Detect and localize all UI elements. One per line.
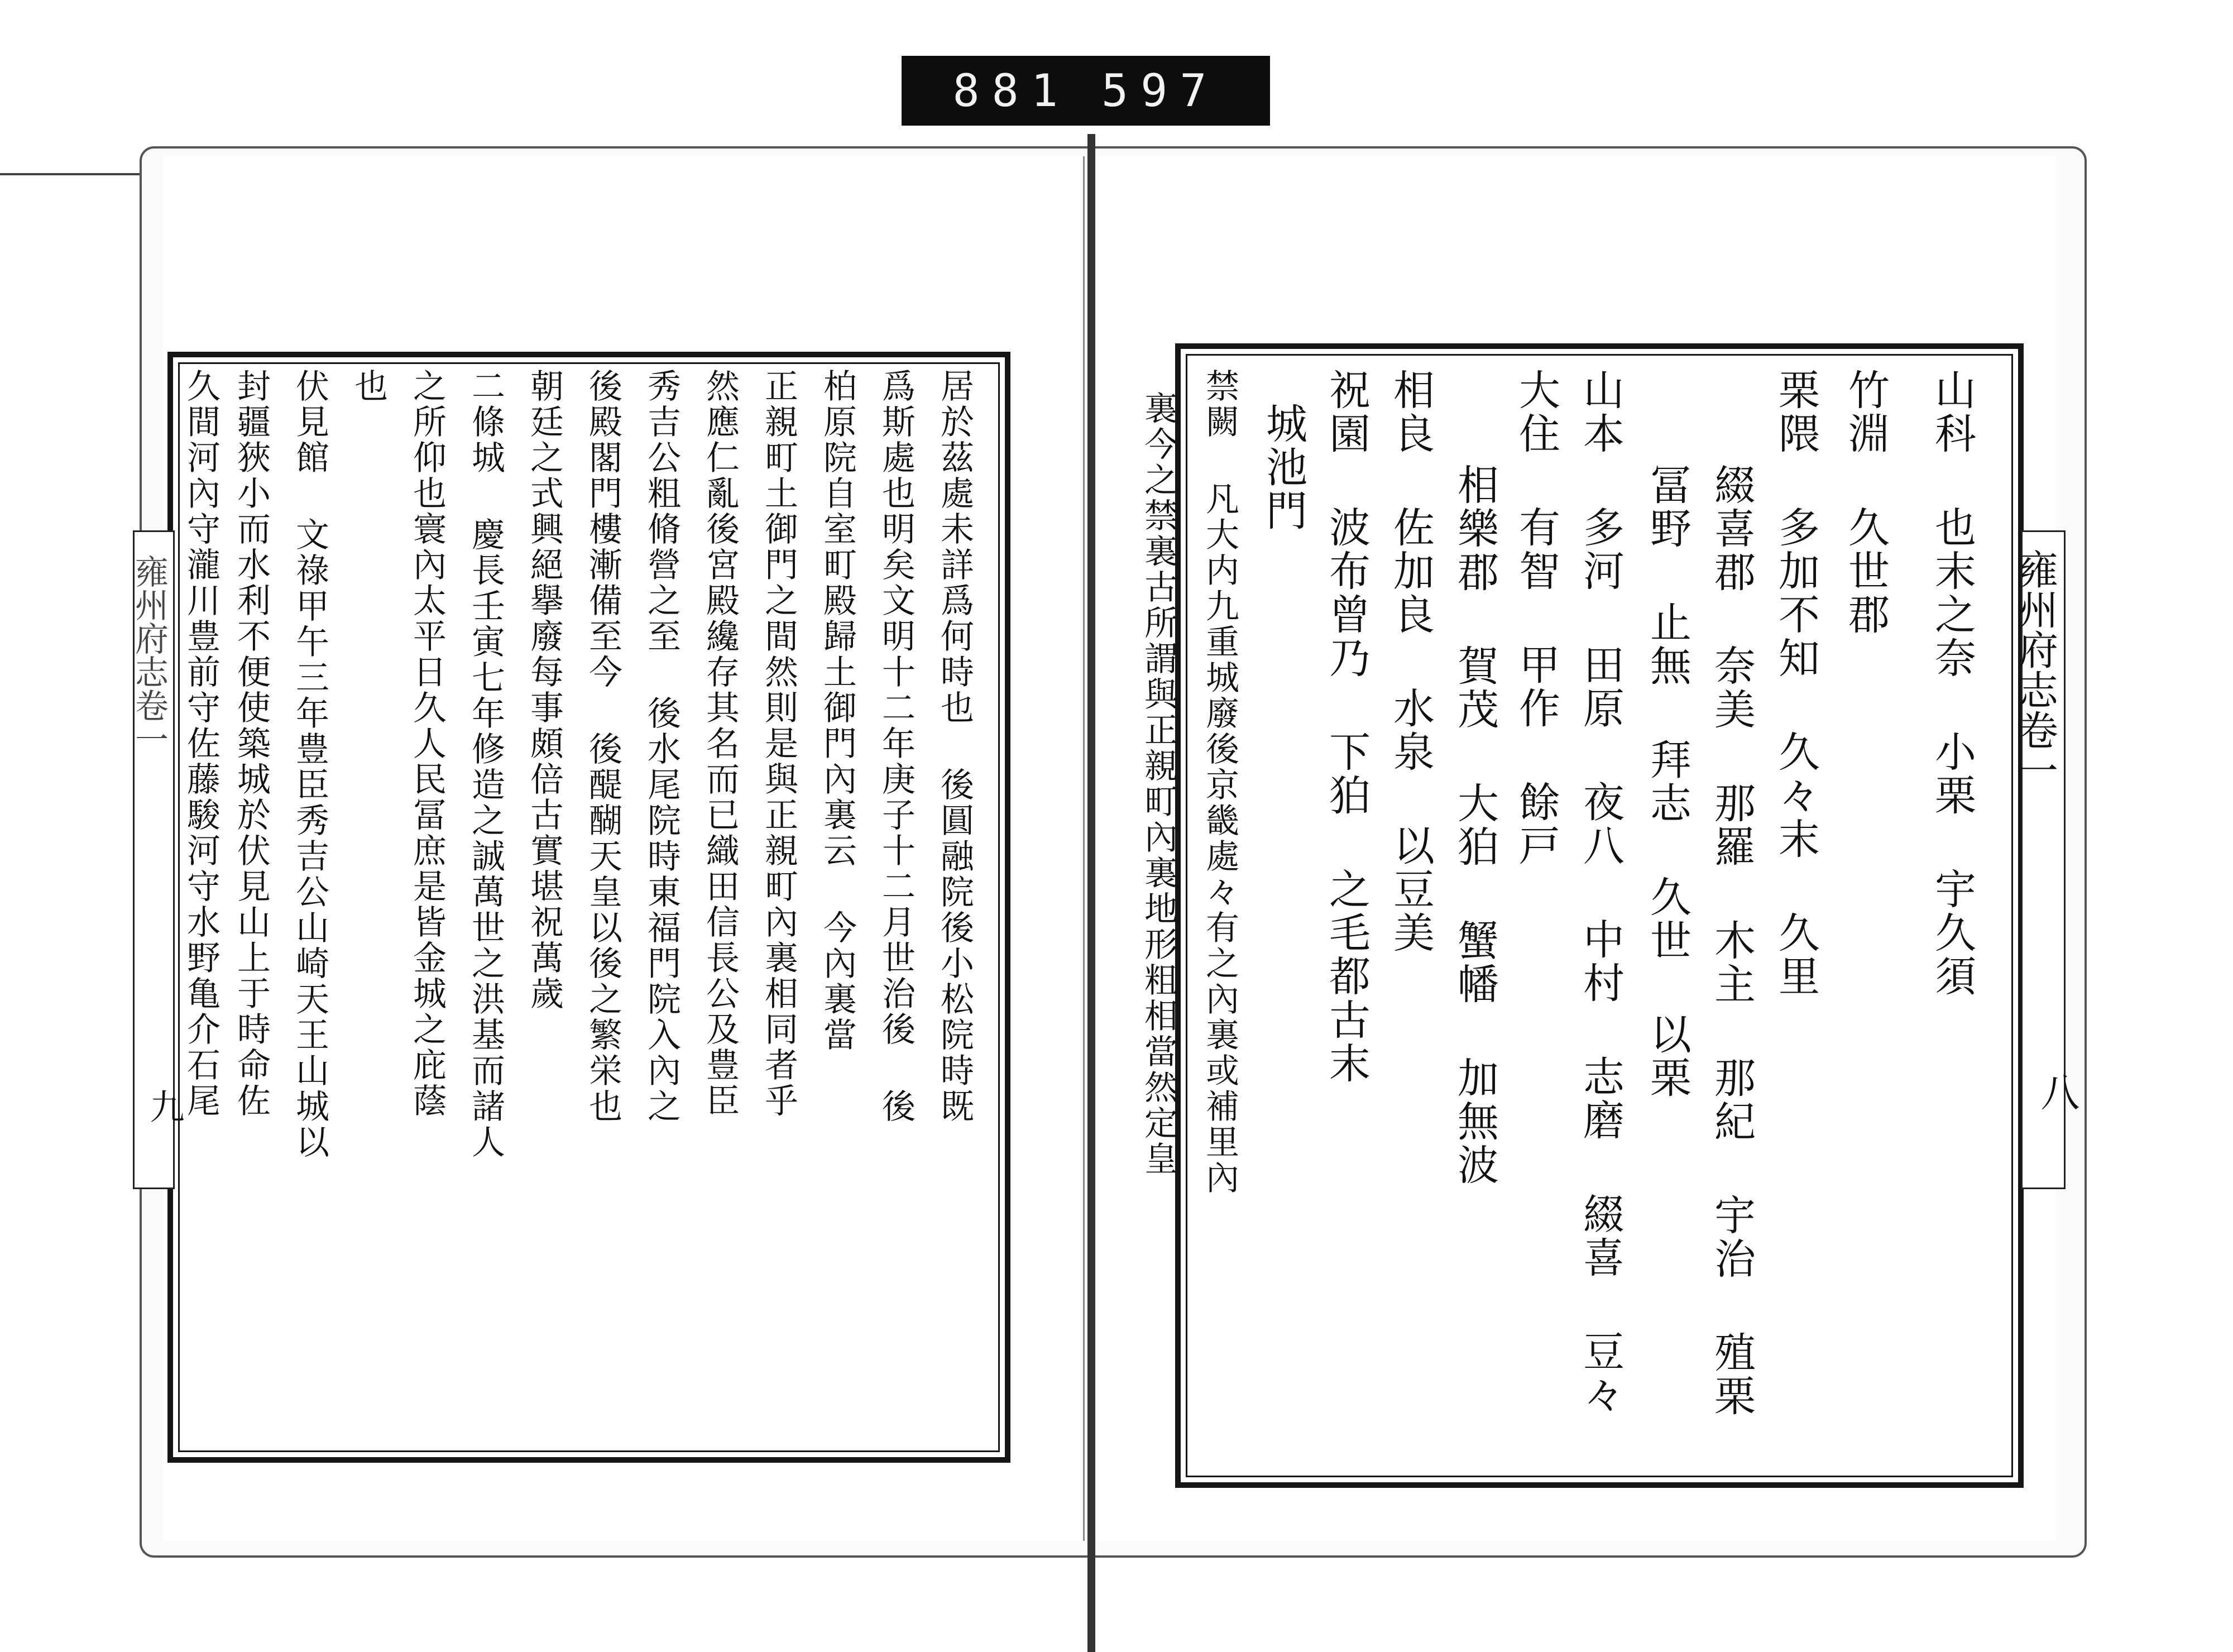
right-column: 山科 也末之奈 小栗 宇久須 bbox=[1928, 368, 1976, 998]
left-column: 然應仁亂後宮殿纔存其名而已織田信長公及豊臣 bbox=[701, 368, 740, 1119]
left-column: 後殿閣門樓漸備至今 後醍醐天皇以後之繁栄也 bbox=[583, 368, 622, 1124]
archive-number-label bbox=[902, 56, 1270, 126]
right-page-number: 八 bbox=[2034, 1072, 2080, 1111]
right-column: 綴喜郡 奈美 那羅 木主 那紀 宇治 殖栗 bbox=[1708, 463, 1756, 1418]
left-column: 久間河內守瀧川豊前守佐藤駿河守水野亀介石尾 bbox=[181, 368, 221, 1119]
left-column: 爲斯處也明矣文明十二年庚子十二月世治後 後 bbox=[876, 368, 916, 1124]
right-column: 祝園 波布曾乃 下狛 之毛都古末 bbox=[1322, 368, 1371, 1085]
left-column: 柏原院自室町殿歸土御門內裏云 今內裏當 bbox=[818, 368, 857, 1053]
archive-number-part1: 881 bbox=[952, 65, 1070, 117]
right-column: 山本 多河 田原 夜八 中村 志磨 綴喜 豆々 bbox=[1576, 368, 1625, 1417]
right-edge-title: 雍州府志卷一 bbox=[2021, 530, 2066, 1189]
right-column: 竹淵 久世郡 bbox=[1842, 368, 1890, 636]
left-column: 也 bbox=[349, 368, 388, 404]
right-column: 相良 佐加良 水泉 以豆美 bbox=[1387, 368, 1435, 955]
left-column: 二條城 慶長壬寅七年修造之誠萬世之洪基而諸人 bbox=[466, 368, 505, 1160]
right-column: 冨野 止無 拜志 久世 以栗 bbox=[1643, 463, 1691, 1100]
left-column: 朝廷之式興絕擧廢每事頗倍古實堪祝萬歲 bbox=[525, 368, 564, 1012]
left-column: 之所仰也寰內太平日久人民冨庶是皆金城之庇蔭 bbox=[408, 368, 447, 1119]
right-column: 栗隈 多加不知 久々末 久里 bbox=[1772, 368, 1820, 998]
right-column: 禁闕 凡大内九重城廢後京畿處々有之內裏或補里內 bbox=[1200, 368, 1239, 1196]
archive-number-part2: 597 bbox=[1101, 65, 1219, 117]
left-column: 秀吉公粗脩營之至 後水尾院時東福門院入內之 bbox=[642, 368, 681, 1124]
left-column: 伏見館 文祿甲午三年豊臣秀吉公山崎天王山城以 bbox=[290, 368, 329, 1160]
left-column: 正親町土御門之間然則是與正親町內裏相同者乎 bbox=[759, 368, 798, 1119]
right-column: 大住 有智 甲作 餘戸 bbox=[1512, 368, 1560, 868]
right-column: 裏今之禁裏古所謂與正親町內裏地形粗相當然定皇 bbox=[1139, 391, 1178, 1177]
right-column: 相樂郡 賀茂 大狛 蟹幡 加無波 bbox=[1451, 463, 1499, 1187]
left-column: 封疆狹小而水利不便使築城於伏見山上于時命佐 bbox=[232, 368, 271, 1119]
section-heading: 城池門 bbox=[1259, 402, 1307, 533]
book-spine bbox=[1087, 134, 1095, 1652]
left-page-number: 九 bbox=[144, 1089, 185, 1123]
left-column: 居於茲處未詳爲何時也 後圓融院後小松院時既 bbox=[935, 368, 974, 1124]
left-edge-title: 雍州府志卷一 bbox=[133, 530, 175, 1189]
